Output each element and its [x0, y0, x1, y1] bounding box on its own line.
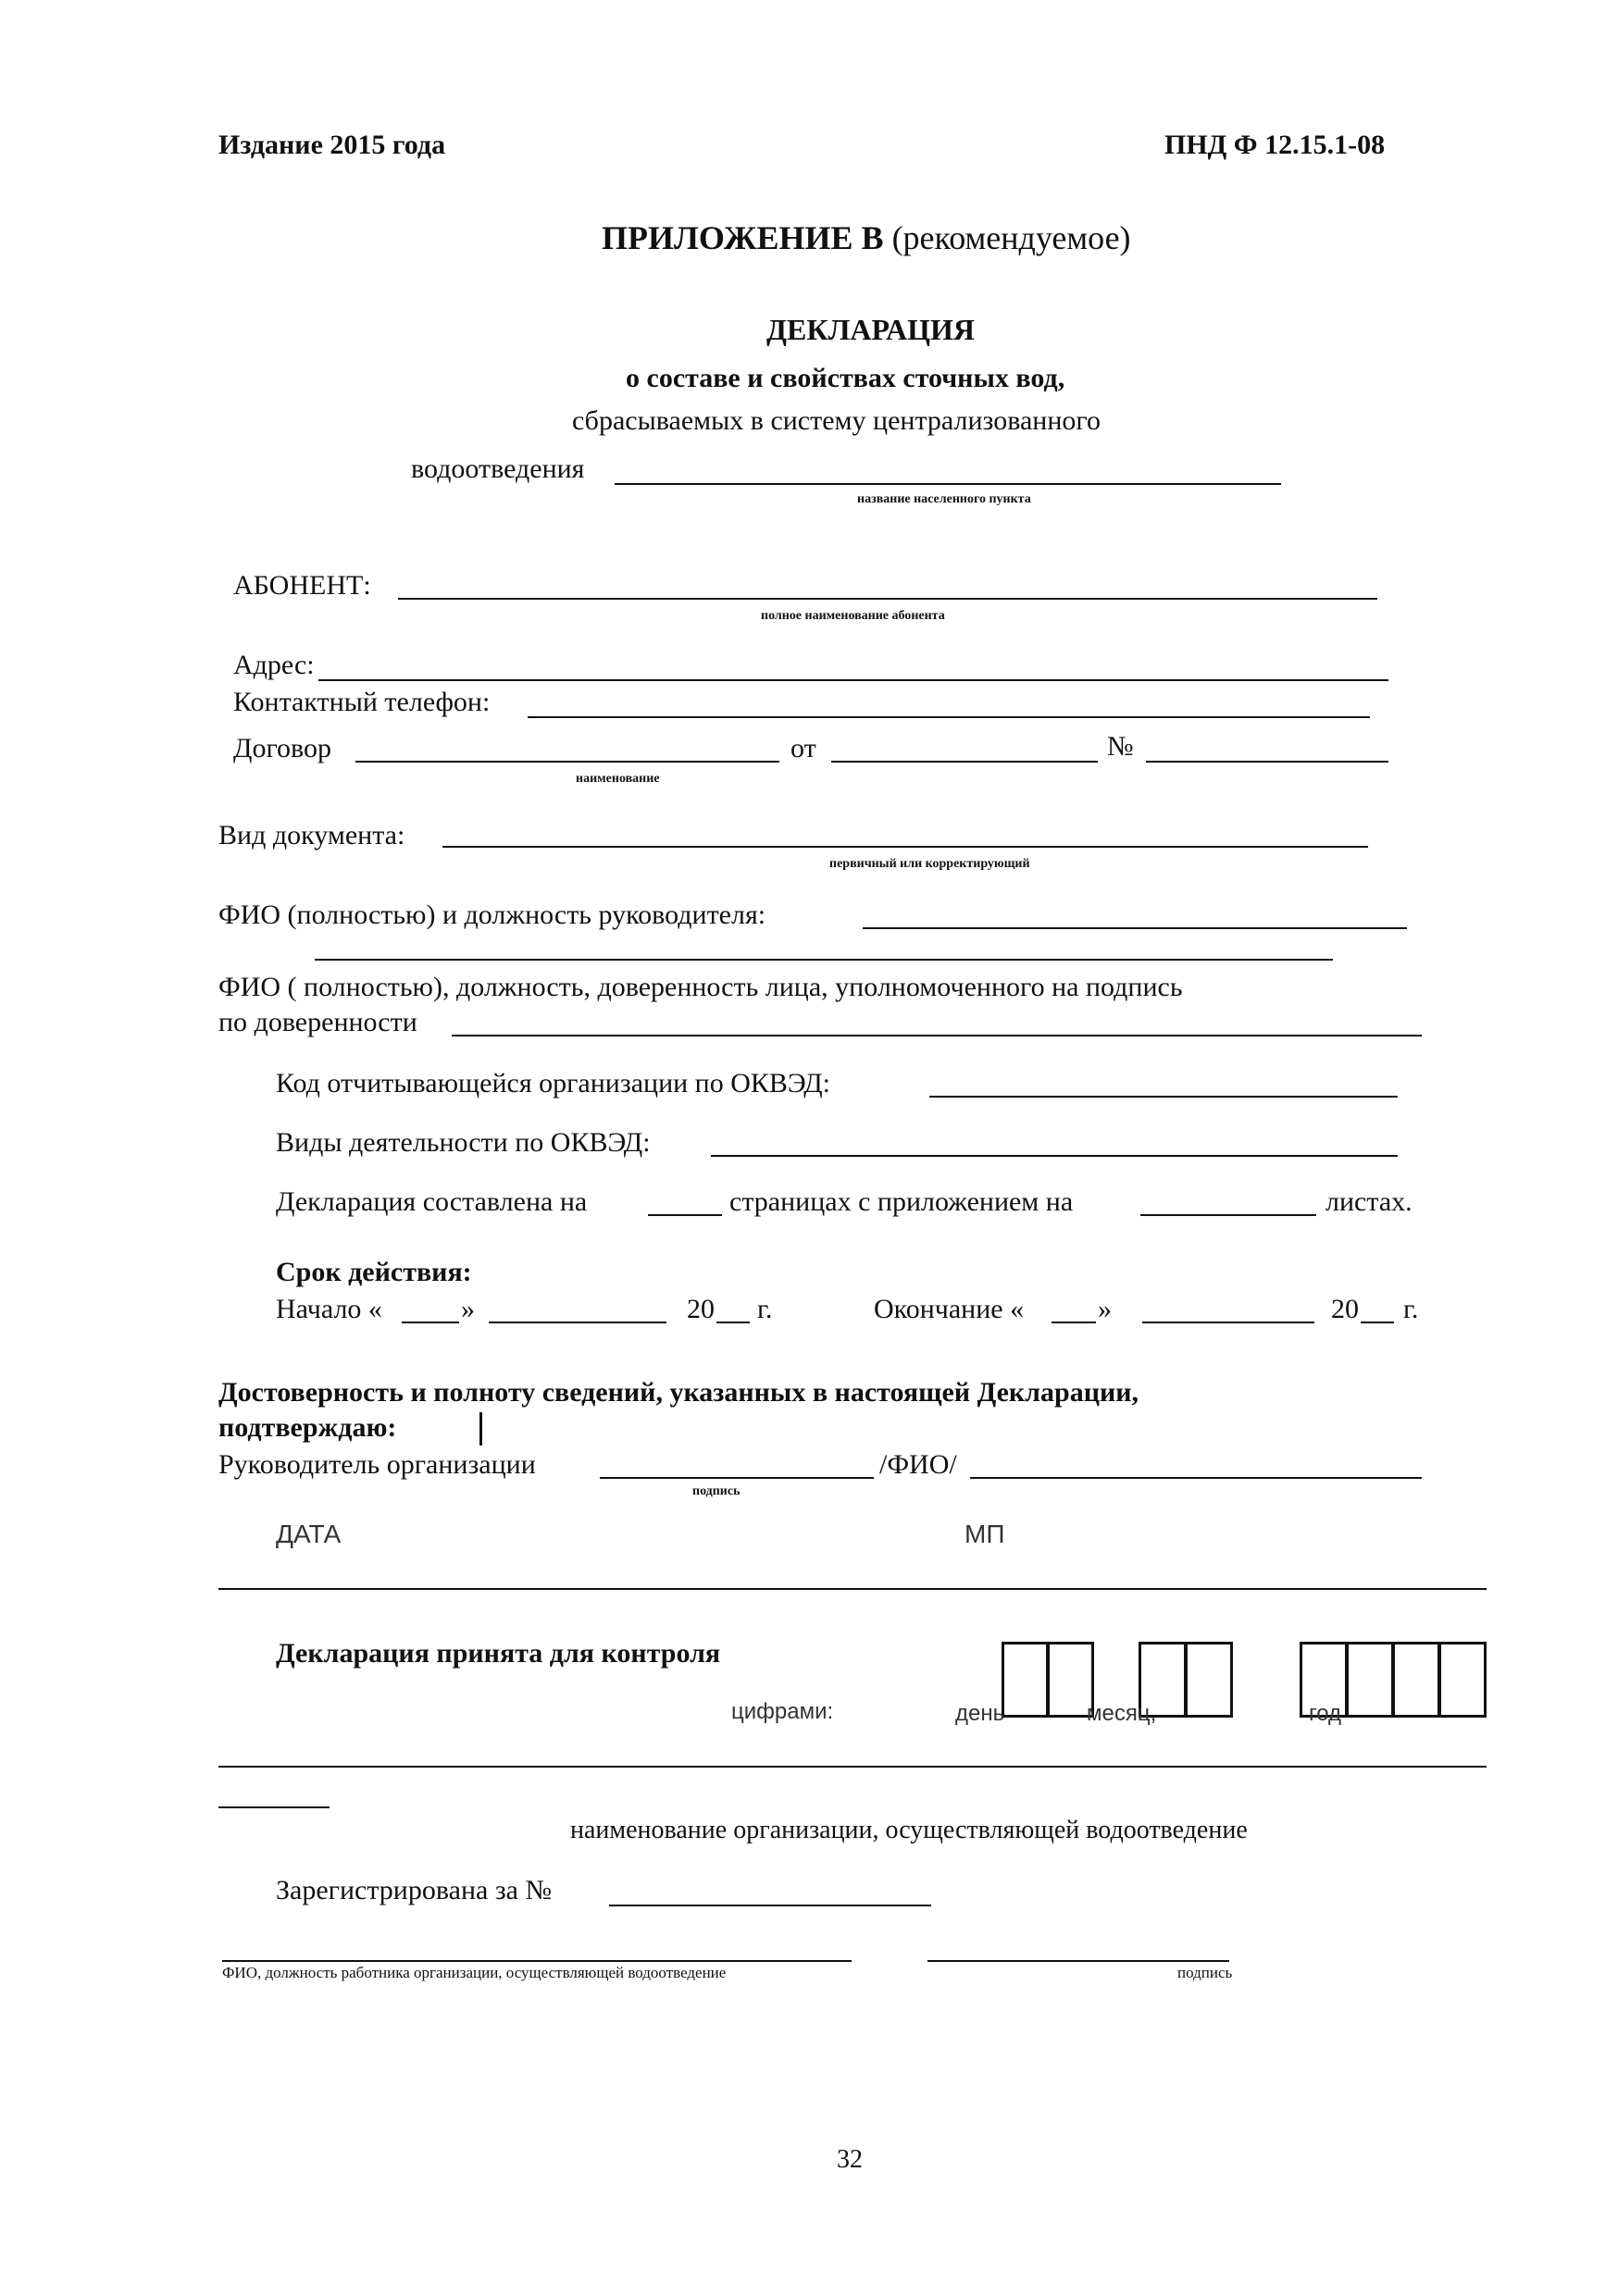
start-day-underline[interactable]	[402, 1322, 459, 1323]
proxy-line-2: по доверенности	[218, 1007, 417, 1037]
registered-label: Зарегистрирована за №	[276, 1875, 553, 1905]
appendix-title-line	[602, 218, 1131, 257]
year-digit-box-2[interactable]	[1346, 1642, 1394, 1718]
document-code: ПНД Ф 12.15.1-08	[1164, 130, 1386, 160]
okved-code-underline[interactable]	[929, 1096, 1398, 1098]
caption-subscriber-name: полное наименование абонента	[761, 609, 945, 623]
year-digit-box-4[interactable]	[1438, 1642, 1487, 1718]
contract-label: Договор	[233, 733, 331, 763]
organization-caption: наименование организации, осуществляющей водоотведение	[570, 1816, 1248, 1844]
signature-underline[interactable]	[600, 1477, 874, 1479]
month-digit-box-2[interactable]	[1185, 1642, 1233, 1718]
org-head-label: Руководитель организации	[218, 1449, 536, 1480]
date-label: ДАТА	[276, 1520, 342, 1548]
end-month-underline[interactable]	[1142, 1322, 1314, 1323]
declaration-line-2: сбрасываемых в систему централизованного	[572, 405, 1101, 436]
contract-no-label: №	[1107, 731, 1134, 762]
start-month-underline[interactable]	[489, 1322, 666, 1323]
fio-underline[interactable]	[970, 1477, 1422, 1479]
year-label: год	[1309, 1701, 1342, 1726]
employee-underline[interactable]	[222, 1960, 852, 1962]
validity-end-label: Окончание «	[874, 1294, 1025, 1324]
start-year-prefix: 20	[687, 1294, 715, 1324]
page-number: 32	[837, 2145, 863, 2174]
validity-title: Срок действия:	[276, 1257, 472, 1287]
phone-label: Контактный телефон:	[233, 687, 491, 717]
year-digit-box-3[interactable]	[1392, 1642, 1440, 1718]
declaration-line-1: о составе и свойствах сточных вод,	[626, 363, 1065, 393]
employee-signature-underline[interactable]	[927, 1960, 1229, 1962]
subscriber-label: АБОНЕНТ:	[233, 570, 371, 601]
caption-employee-signature: подпись	[1177, 1964, 1233, 1981]
section-divider	[218, 1588, 1487, 1590]
appendix-subtitle: (рекомендуемое)	[891, 219, 1131, 256]
contract-date-underline[interactable]	[831, 761, 1098, 763]
pages-label-3: листах.	[1326, 1186, 1413, 1217]
contract-from-label: от	[790, 733, 816, 763]
fio-label: /ФИО/	[879, 1449, 957, 1480]
seal-label: МП	[965, 1520, 1005, 1548]
document-type-underline[interactable]	[442, 846, 1368, 848]
certification-line-2: подтверждаю:	[218, 1412, 397, 1443]
proxy-underline[interactable]	[452, 1035, 1422, 1036]
acceptance-title: Декларация принята для контроля	[276, 1638, 721, 1669]
digits-label: цифрами:	[731, 1699, 834, 1724]
end-quote-close: »	[1098, 1294, 1112, 1324]
pages-count-underline[interactable]	[648, 1214, 722, 1216]
end-year-suffix: г.	[1403, 1294, 1419, 1324]
contract-number-underline[interactable]	[1146, 761, 1388, 763]
settlement-underline[interactable]	[615, 483, 1281, 485]
end-year-prefix: 20	[1331, 1294, 1359, 1324]
pages-label-2: страницах с приложением на	[729, 1186, 1074, 1217]
month-label: месяц,	[1087, 1701, 1157, 1726]
okved-types-underline[interactable]	[711, 1155, 1398, 1157]
day-label: день	[955, 1701, 1005, 1726]
caption-contract: наименование	[576, 772, 660, 786]
okved-types-label: Виды деятельности по ОКВЭД:	[276, 1127, 651, 1158]
validity-start-label: Начало «	[276, 1294, 382, 1324]
caption-settlement: название населенного пункта	[857, 492, 1031, 506]
declaration-title: ДЕКЛАРАЦИЯ	[766, 313, 975, 346]
start-quote-close: »	[461, 1294, 475, 1324]
head-underline[interactable]	[863, 927, 1407, 929]
contract-name-underline[interactable]	[355, 761, 779, 763]
head-underline-2[interactable]	[315, 959, 1333, 961]
address-underline[interactable]	[318, 679, 1388, 681]
caption-document-type: первичный или корректирующий	[829, 857, 1030, 871]
end-year-underline[interactable]	[1361, 1322, 1394, 1323]
start-year-suffix: г.	[757, 1294, 773, 1324]
organization-underline-short[interactable]	[218, 1806, 330, 1808]
appendix-title: ПРИЛОЖЕНИЕ В	[602, 219, 884, 256]
caption-signature: подпись	[692, 1484, 741, 1498]
phone-underline[interactable]	[528, 716, 1370, 718]
edition-label: Издание 2015 года	[218, 130, 446, 160]
text-cursor	[479, 1412, 482, 1446]
head-label: ФИО (полностью) и должность руководителя:	[218, 900, 766, 930]
subscriber-name-underline[interactable]	[398, 598, 1377, 600]
end-day-underline[interactable]	[1052, 1322, 1096, 1323]
start-year-underline[interactable]	[716, 1322, 750, 1323]
address-label: Адрес:	[233, 650, 315, 680]
pages-label-1: Декларация составлена на	[276, 1186, 588, 1217]
day-digit-box-1[interactable]	[1002, 1642, 1050, 1718]
okved-code-label: Код отчитывающейся организации по ОКВЭД:	[276, 1068, 831, 1098]
organization-underline[interactable]	[218, 1766, 1487, 1768]
caption-employee: ФИО, должность работника организации, осуществляющей водоотведение	[222, 1964, 727, 1981]
document-type-label: Вид документа:	[218, 820, 405, 850]
declaration-line-3: водоотведения	[411, 453, 585, 484]
certification-line-1: Достоверность и полноту сведений, указанных в настоящей Декларации,	[218, 1377, 1139, 1408]
attachment-sheets-underline[interactable]	[1140, 1214, 1316, 1216]
proxy-line-1: ФИО ( полностью), должность, доверенность лица, уполномоченного на подпись	[218, 972, 1183, 1002]
registration-number-underline[interactable]	[609, 1905, 931, 1906]
